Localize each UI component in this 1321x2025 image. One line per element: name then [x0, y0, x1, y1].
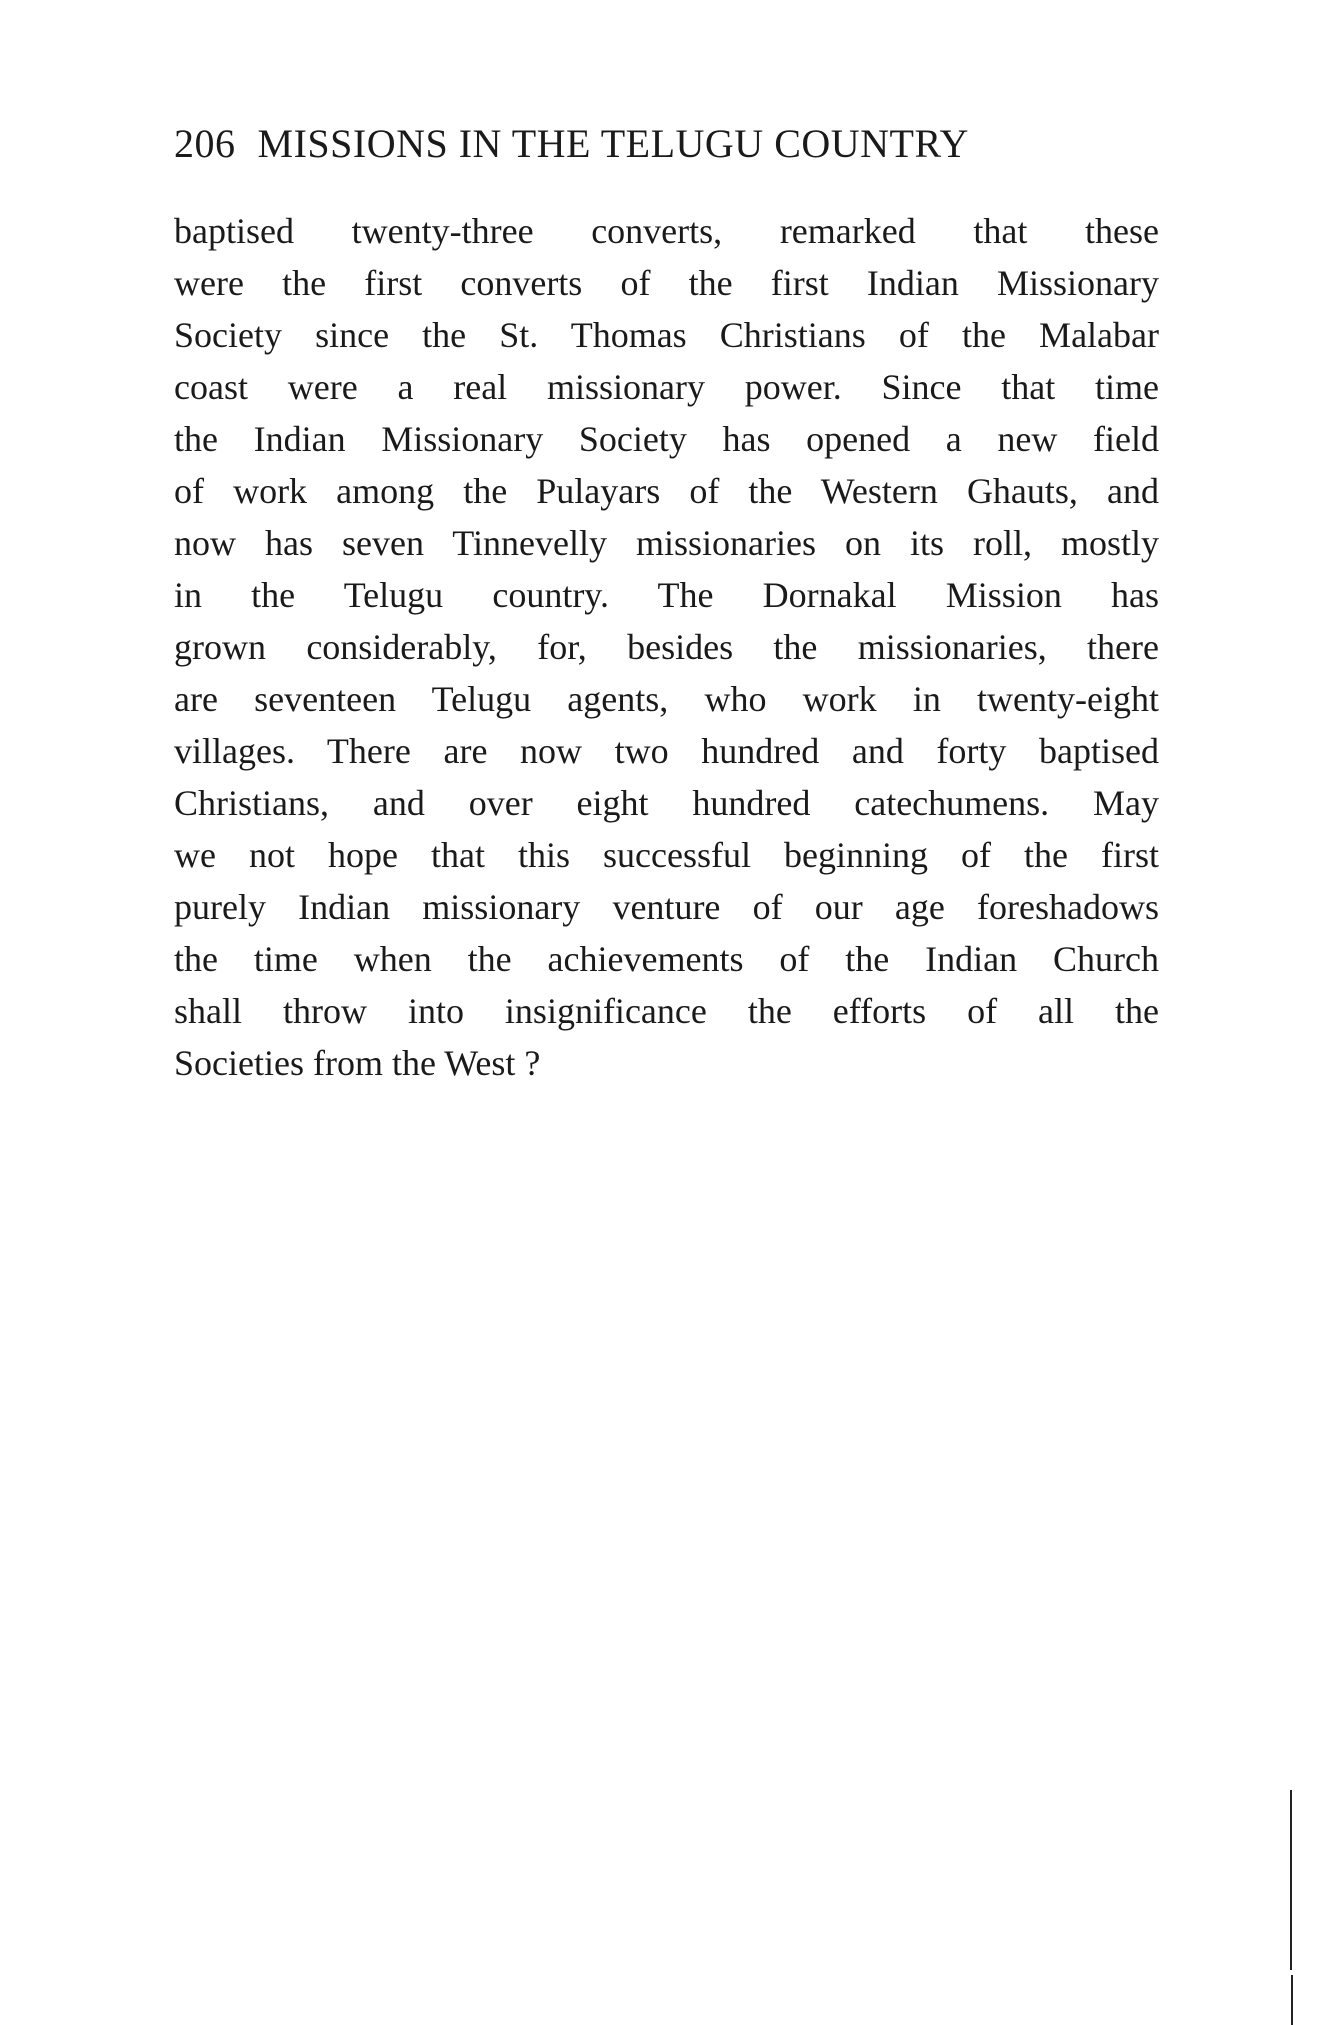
- text-line: baptised twenty-three converts, remarked that these: [174, 211, 1159, 251]
- text-line: villages. There are now two hundred and forty baptised: [174, 731, 1159, 771]
- scan-edge-line: [1291, 1975, 1293, 2025]
- text-line: Christians, and over eight hundred catechumens. May: [174, 783, 1159, 823]
- running-title: MISSIONS IN THE TELUGU COUNTRY: [257, 121, 969, 166]
- text-line: are seventeen Telugu agents, who work in twenty-eight: [174, 679, 1159, 719]
- text-line: Society since the St. Thomas Christians of the Malabar: [174, 315, 1159, 355]
- text-line: we not hope that this successful beginning of the first: [174, 835, 1159, 875]
- text-line: grown considerably, for, besides the missionaries, there: [174, 627, 1159, 667]
- text-line-last: Societies from the West ?: [174, 1043, 541, 1083]
- text-line: in the Telugu country. The Dornakal Mission has: [174, 575, 1159, 615]
- text-line: purely Indian missionary venture of our age foreshadows: [174, 887, 1159, 927]
- text-line: the Indian Missionary Society has opened a new field: [174, 419, 1159, 459]
- text-line: now has seven Tinnevelly missionaries on its roll, mostly: [174, 523, 1159, 563]
- scan-edge-line: [1290, 1790, 1292, 1970]
- text-line: were the first converts of the first Indian Missionary: [174, 263, 1159, 303]
- text-line: of work among the Pulayars of the Western Ghauts, and: [174, 471, 1159, 511]
- body-paragraph: [174, 205, 1159, 1089]
- page-number: 206: [174, 121, 236, 166]
- text-line: the time when the achievements of the Indian Church: [174, 939, 1159, 979]
- text-line: shall throw into insignificance the efforts of all the: [174, 991, 1159, 1031]
- text-line: coast were a real missionary power. Since that time: [174, 367, 1159, 407]
- running-head: [174, 120, 1159, 167]
